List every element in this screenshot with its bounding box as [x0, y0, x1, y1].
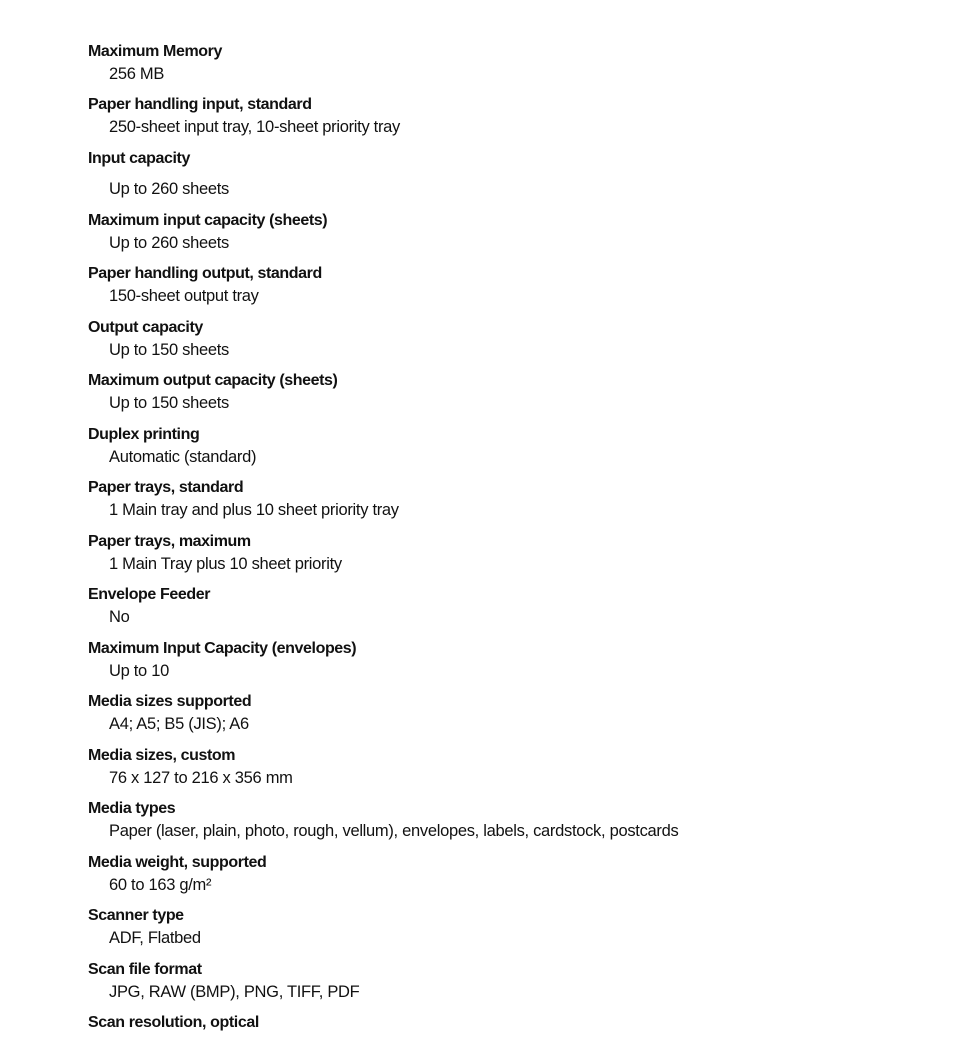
- spec-value: 1 Main tray and plus 10 sheet priority tray: [109, 501, 399, 519]
- spec-label: Maximum Input Capacity (envelopes): [88, 639, 357, 657]
- spec-value: Up to 150 sheets: [109, 340, 229, 359]
- spec-value: 150-sheet output tray: [109, 287, 259, 305]
- spec-value: ADF, Flatbed: [109, 929, 201, 947]
- spec-label: Maximum Memory: [88, 42, 222, 60]
- spec-item-envelope-feeder: [88, 573, 928, 627]
- spec-label: Input capacity: [88, 149, 190, 167]
- spec-item-paper-handling-output: [88, 252, 928, 306]
- spec-item-media-sizes-supported: [88, 680, 928, 734]
- spec-label: Scanner type: [88, 907, 184, 924]
- spec-item-maximum-output-capacity: [88, 359, 928, 413]
- spec-item-paper-trays-maximum: [88, 520, 928, 574]
- spec-item-paper-handling-input: [88, 83, 928, 137]
- spec-value: A4; A5; B5 (JIS); A6: [109, 715, 249, 733]
- spec-value: No: [109, 608, 130, 626]
- spec-value: JPG, RAW (BMP), PNG, TIFF, PDF: [109, 982, 360, 1001]
- spec-label: Paper handling input, standard: [88, 96, 312, 113]
- spec-item-duplex-printing: [88, 413, 928, 467]
- spec-value: Paper (laser, plain, photo, rough, vellum), envelopes, labels, cardstock, postcards: [109, 822, 679, 840]
- spec-item-media-weight-supported: [88, 841, 928, 895]
- spec-item-scan-file-format: [88, 948, 928, 1002]
- spec-label: Scan resolution, optical: [88, 1014, 259, 1031]
- spec-item-media-types: [88, 787, 928, 841]
- spec-item-paper-trays-standard: [88, 466, 928, 520]
- spec-item-output-capacity: [88, 306, 928, 360]
- spec-label: Scan file format: [88, 960, 202, 978]
- spec-item-scan-resolution-optical: [88, 1001, 928, 1055]
- spec-item-maximum-input-capacity: [88, 199, 928, 253]
- spec-value: 1 Main Tray plus 10 sheet priority: [109, 554, 342, 573]
- spec-label: Envelope Feeder: [88, 586, 211, 603]
- spec-item-media-sizes-custom: [88, 734, 928, 788]
- spec-value: 76 x 127 to 216 x 356 mm: [109, 768, 293, 787]
- spec-value: Automatic (standard): [109, 447, 257, 466]
- spec-item-maximum-memory: [88, 30, 928, 84]
- spec-item-memory-partial: [88, 0, 928, 30]
- spec-label: Media sizes supported: [88, 693, 252, 710]
- spec-value: Up to 150 sheets: [109, 394, 229, 412]
- spec-item-maximum-input-capacity-envelopes: [88, 627, 928, 681]
- spec-label: Output capacity: [88, 318, 203, 336]
- spec-value: 60 to 163 g/m²: [109, 875, 212, 894]
- spec-value: Up to 10: [109, 661, 169, 680]
- spec-label: Media weight, supported: [88, 853, 267, 871]
- spec-label: Duplex printing: [88, 425, 200, 443]
- spec-value: Up to 260 sheets: [109, 179, 229, 198]
- spec-value: 250-sheet input tray, 10-sheet priority tray: [109, 118, 400, 136]
- spec-label: Media sizes, custom: [88, 746, 236, 764]
- spec-value: 256 MB: [109, 64, 165, 83]
- spec-list: [88, 0, 928, 1055]
- spec-label: Paper trays, standard: [88, 479, 244, 496]
- spec-item-input-capacity: [88, 137, 928, 199]
- spec-label: Maximum output capacity (sheets): [88, 372, 338, 389]
- spec-item-scanner-type: [88, 894, 928, 948]
- spec-value: Up to 260 sheets: [109, 233, 229, 252]
- spec-label: Paper trays, maximum: [88, 532, 251, 550]
- spec-label: Media types: [88, 800, 176, 817]
- spec-label: Paper handling output, standard: [88, 265, 322, 282]
- spec-label: Maximum input capacity (sheets): [88, 211, 328, 229]
